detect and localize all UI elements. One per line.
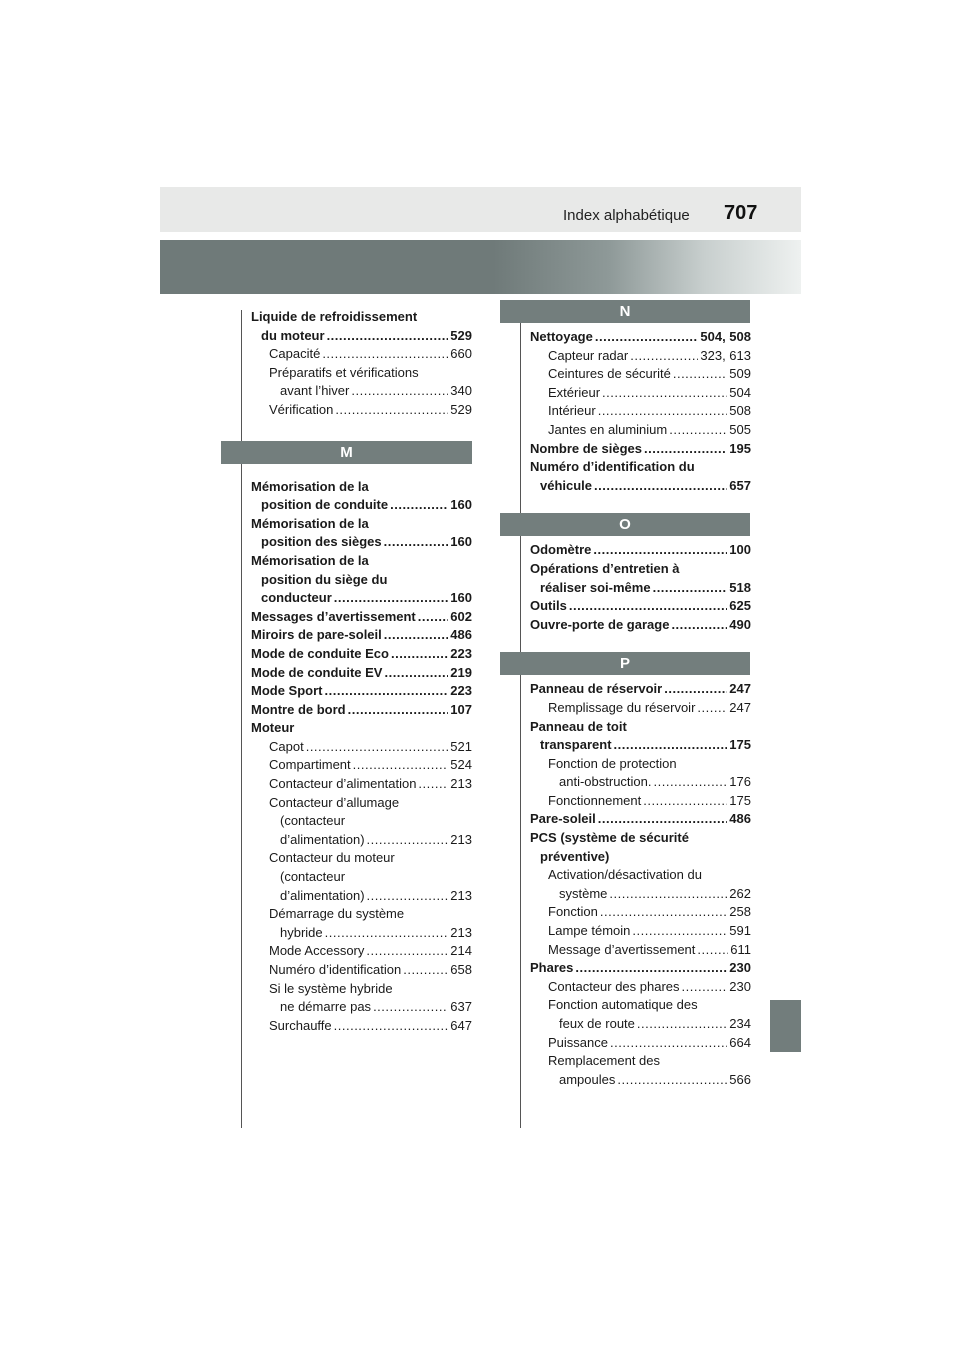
- dot-leader: [609, 885, 727, 904]
- dot-leader: [391, 645, 448, 664]
- index-entry: [530, 736, 751, 755]
- index-entry-text: Jantes en aluminium: [548, 421, 668, 437]
- index-entry-text: Contacteur du moteur: [269, 850, 395, 866]
- index-entry: [251, 756, 472, 775]
- index-entry-page: 213: [450, 776, 472, 792]
- index-entry-page: 529: [450, 327, 472, 343]
- header-band: [160, 187, 801, 232]
- index-entry-page: 490: [729, 616, 751, 632]
- index-entry-page: 647: [450, 1017, 472, 1033]
- index-entry: [251, 515, 472, 534]
- index-entry-text: Mémorisation de la: [251, 552, 369, 568]
- index-entry-text: Ceintures de sécurité: [548, 366, 671, 382]
- index-entry-text: Moteur: [251, 720, 295, 736]
- index-entry-page: 160: [450, 590, 472, 606]
- index-entry-text: Activation/désactivation du: [548, 867, 702, 883]
- index-entry-text: Compartiment: [269, 757, 351, 773]
- index-entry: [251, 327, 472, 346]
- dot-leader: [632, 922, 727, 941]
- dot-leader: [348, 701, 449, 720]
- index-entry: [530, 402, 751, 421]
- running-title: Index alphabétique: [563, 207, 690, 224]
- index-entry-text: système: [559, 885, 608, 901]
- index-entry-text: Puissance: [548, 1034, 608, 1050]
- dot-leader: [637, 1015, 727, 1034]
- index-entry-text: Nombre de sièges: [530, 440, 642, 456]
- index-entry-page: 591: [729, 923, 751, 939]
- dot-leader: [390, 496, 448, 515]
- index-entry-page: 637: [450, 999, 472, 1015]
- dot-leader: [614, 736, 728, 755]
- index-entry: [251, 589, 472, 608]
- index-entry: [530, 773, 751, 792]
- entry-list: [530, 680, 751, 1089]
- index-entry-page: 262: [729, 885, 751, 901]
- index-entry: [251, 849, 472, 868]
- index-entry-text: feux de route: [559, 1016, 635, 1031]
- dot-leader: [598, 402, 728, 421]
- index-entry: [251, 345, 472, 364]
- index-entry: [530, 922, 751, 941]
- dot-leader: [384, 664, 448, 683]
- index-entry: [530, 941, 751, 960]
- dot-leader: [367, 887, 449, 906]
- index-entry-text: Vérification: [269, 401, 334, 417]
- index-entry: [530, 903, 751, 922]
- index-entry-page: 486: [450, 627, 472, 643]
- dot-leader: [327, 327, 449, 346]
- index-entry-page: 247: [729, 681, 751, 697]
- index-entry-page: 340: [450, 383, 472, 399]
- index-entry-text: Surchauffe: [269, 1017, 332, 1033]
- index-entry-page: 230: [729, 960, 751, 976]
- index-entry-text: Fonctionnement: [548, 792, 642, 808]
- index-entry-text: ampoules: [559, 1071, 616, 1087]
- index-entry: [530, 755, 751, 774]
- index-entry-page: 625: [729, 598, 751, 614]
- index-entry-text: conducteur: [261, 590, 332, 606]
- dot-leader: [335, 401, 448, 420]
- index-entry: [251, 626, 472, 645]
- index-entry: [251, 682, 472, 701]
- index-entry-page: 160: [450, 497, 472, 513]
- index-entry-text: Fonction automatique des: [548, 997, 698, 1013]
- index-entry: [251, 496, 472, 515]
- index-entry: [530, 365, 751, 384]
- index-entry-text: Mémorisation de la: [251, 515, 369, 531]
- index-entry-page: 175: [729, 737, 751, 753]
- index-entry-text: Panneau de réservoir: [530, 681, 663, 697]
- index-entry-text: position de conduite: [261, 497, 389, 513]
- dot-leader: [306, 738, 449, 757]
- index-entry: [530, 541, 751, 560]
- index-entry-text: Message d’avertissement: [548, 941, 696, 957]
- dot-leader: [595, 328, 699, 347]
- index-entry: [530, 810, 751, 829]
- index-entry: [530, 866, 751, 885]
- dot-leader: [334, 1017, 449, 1036]
- index-entry: [530, 328, 751, 347]
- index-entry-text: Contacteur des phares: [548, 978, 680, 994]
- index-entry: [530, 1071, 751, 1090]
- index-entry-text: d’alimentation): [280, 831, 365, 847]
- section-header-O: O: [500, 513, 750, 536]
- index-entry-text: (contacteur: [280, 813, 346, 829]
- index-entry-page: 213: [450, 887, 472, 903]
- index-entry: [530, 440, 751, 459]
- index-entry: [251, 868, 472, 887]
- index-entry-text: hybride: [280, 924, 323, 940]
- dot-leader: [682, 978, 728, 997]
- dot-leader: [367, 831, 449, 850]
- index-entry: [530, 978, 751, 997]
- dot-leader: [373, 998, 448, 1017]
- index-entry-text: Opérations d’entretien à: [530, 560, 680, 576]
- index-entry: [251, 533, 472, 552]
- index-entry-page: 566: [729, 1071, 751, 1087]
- section-header-N: N: [500, 300, 750, 323]
- index-entry-text: transparent: [540, 737, 612, 753]
- entry-list: [251, 478, 472, 1036]
- entry-list: [530, 328, 751, 495]
- dot-leader: [644, 440, 727, 459]
- dot-leader: [366, 942, 448, 961]
- index-entry: [530, 829, 751, 848]
- index-entry-page: 524: [450, 757, 472, 773]
- index-entry-page: 521: [450, 738, 472, 754]
- index-entry-page: 160: [450, 534, 472, 550]
- index-entry-text: Miroirs de pare-soleil: [251, 627, 382, 643]
- index-entry: [251, 924, 472, 943]
- index-entry: [530, 1015, 751, 1034]
- dot-leader: [418, 608, 449, 627]
- index-entry-page: 213: [450, 924, 472, 940]
- index-entry-text: Mode Sport: [251, 683, 323, 699]
- index-entry-text: avant l’hiver: [280, 383, 350, 399]
- index-entry-page: 213: [450, 831, 472, 847]
- dot-leader: [384, 533, 449, 552]
- dot-leader: [351, 382, 448, 401]
- index-entry-page: 529: [450, 401, 472, 417]
- index-entry-page: 486: [729, 811, 751, 827]
- dot-leader: [617, 1071, 727, 1090]
- index-entry-text: Mode Accessory: [269, 943, 365, 959]
- index-entry-page: 247: [729, 699, 751, 715]
- dot-leader: [325, 924, 449, 943]
- index-entry-page: 658: [450, 962, 472, 977]
- index-entry: [251, 998, 472, 1017]
- index-entry-page: 657: [729, 477, 751, 493]
- index-entry-page: 509: [729, 366, 751, 382]
- index-entry: [251, 701, 472, 720]
- index-entry: [530, 421, 751, 440]
- section-header-M: M: [221, 441, 472, 464]
- index-entry: [530, 1034, 751, 1053]
- dot-leader: [654, 773, 728, 792]
- index-entry-page: 323, 613: [700, 347, 751, 363]
- index-entry-text: Remplacement des: [548, 1053, 660, 1069]
- index-entry-text: Numéro d’identification du: [530, 459, 695, 475]
- index-entry-page: 505: [729, 421, 751, 437]
- index-entry-page: 664: [729, 1034, 751, 1050]
- index-entry-text: Fonction: [548, 904, 598, 920]
- dot-leader: [671, 616, 727, 635]
- index-entry: [530, 885, 751, 904]
- index-entry-text: Panneau de toit: [530, 718, 627, 734]
- dot-leader: [653, 579, 728, 598]
- index-entry: [530, 597, 751, 616]
- index-entry: [251, 478, 472, 497]
- index-entry-text: Capot: [269, 738, 304, 754]
- dot-leader: [334, 589, 449, 608]
- index-entry: [251, 552, 472, 571]
- index-entry-text: Démarrage du système: [269, 906, 405, 922]
- index-entry-text: Montre de bord: [251, 701, 346, 717]
- index-entry: [251, 401, 472, 420]
- index-entry-text: (contacteur: [280, 869, 346, 885]
- index-entry: [530, 477, 751, 496]
- index-entry: [530, 699, 751, 718]
- index-entry: [251, 831, 472, 850]
- index-entry: [530, 792, 751, 811]
- index-entry-page: 660: [450, 346, 472, 362]
- index-entry-text: Capacité: [269, 346, 321, 362]
- index-entry-text: position des sièges: [261, 534, 382, 550]
- index-entry-text: Extérieur: [548, 384, 601, 400]
- index-entry-text: Liquide de refroidissement: [251, 309, 418, 324]
- index-entry-text: Contacteur d’allumage: [269, 794, 400, 810]
- index-entry-text: anti-obstruction.: [559, 774, 652, 790]
- index-entry-text: Phares: [530, 960, 574, 976]
- index-entry-page: 602: [450, 608, 472, 624]
- index-entry-page: 195: [729, 440, 751, 456]
- index-entry-page: 100: [729, 542, 751, 558]
- index-entry-text: Messages d’avertissement: [251, 608, 416, 624]
- dot-leader: [669, 421, 727, 440]
- index-entry-page: 230: [729, 978, 751, 994]
- index-entry-text: Si le système hybride: [269, 980, 393, 996]
- column-divider-middle: [520, 310, 521, 1128]
- index-entry-page: 223: [450, 683, 472, 699]
- index-entry-text: Nettoyage: [530, 329, 593, 344]
- index-entry-text: ne démarre pas: [280, 999, 372, 1015]
- index-entry: [251, 382, 472, 401]
- index-entry: [530, 458, 751, 477]
- dot-leader: [322, 345, 448, 364]
- index-entry-page: 508: [729, 403, 751, 419]
- index-entry-page: 504, 508: [700, 329, 751, 344]
- index-entry-text: Remplissage du réservoir: [548, 699, 696, 715]
- index-entry-text: Mode de conduite Eco: [251, 645, 389, 661]
- dot-leader: [697, 941, 728, 960]
- index-entry: [251, 571, 472, 590]
- dot-leader: [602, 384, 727, 403]
- index-entry-text: Ouvre-porte de garage: [530, 616, 670, 632]
- gradient-banner: [160, 240, 801, 294]
- index-entry: [251, 645, 472, 664]
- index-entry: [251, 364, 472, 383]
- index-entry-text: position du siège du: [261, 571, 388, 587]
- index-entry: [530, 680, 751, 699]
- page-number: 707: [724, 202, 758, 224]
- index-entry-text: du moteur: [261, 327, 325, 343]
- thumb-index-tab: [770, 1000, 801, 1052]
- dot-leader: [384, 626, 449, 645]
- index-entry-page: 107: [450, 701, 472, 717]
- dot-leader: [575, 959, 727, 978]
- index-entry-page: 234: [729, 1016, 751, 1031]
- index-entry: [251, 738, 472, 757]
- index-entry: [251, 942, 472, 961]
- index-entry: [530, 996, 751, 1015]
- dot-leader: [610, 1034, 727, 1053]
- index-entry: [251, 794, 472, 813]
- index-entry-text: Odomètre: [530, 542, 592, 558]
- index-entry: [530, 560, 751, 579]
- index-column-2: [530, 300, 751, 1089]
- index-entry-text: préventive): [540, 848, 610, 864]
- index-entry-page: 214: [450, 943, 472, 959]
- index-entry: [251, 905, 472, 924]
- index-entry-page: 219: [450, 664, 472, 680]
- index-entry: [251, 308, 472, 327]
- index-entry: [251, 775, 472, 794]
- dot-leader: [418, 775, 448, 794]
- dot-leader: [353, 756, 449, 775]
- index-entry-page: 175: [729, 792, 751, 808]
- dot-leader: [630, 347, 698, 366]
- index-entry-text: réaliser soi-même: [540, 579, 651, 595]
- column-divider-left: [241, 310, 242, 1128]
- dot-leader: [325, 682, 449, 701]
- index-entry: [530, 579, 751, 598]
- index-entry-page: 518: [729, 579, 751, 595]
- index-entry-page: 176: [729, 774, 751, 790]
- index-entry: [530, 616, 751, 635]
- index-entry: [251, 887, 472, 906]
- index-entry-text: véhicule: [540, 477, 593, 493]
- index-entry: [530, 384, 751, 403]
- index-entry-text: Intérieur: [548, 403, 596, 419]
- index-entry: [251, 980, 472, 999]
- index-entry-page: 611: [730, 941, 751, 957]
- index-entry-text: Pare-soleil: [530, 811, 596, 827]
- index-entry: [251, 961, 472, 980]
- index-entry-text: Préparatifs et vérifications: [269, 364, 419, 380]
- index-entry-text: Contacteur d’alimentation: [269, 776, 417, 792]
- index-entry-text: PCS (système de sécurité: [530, 830, 689, 846]
- dot-leader: [569, 597, 727, 616]
- index-entry-page: 504: [729, 384, 751, 400]
- index-entry-page: 258: [729, 904, 751, 920]
- index-entry: [251, 719, 472, 738]
- index-entry-text: Numéro d’identification: [269, 962, 402, 977]
- dot-leader: [600, 903, 727, 922]
- index-column-1: [251, 308, 472, 1035]
- dot-leader: [664, 680, 727, 699]
- index-entry: [251, 608, 472, 627]
- index-entry: [530, 1052, 751, 1071]
- index-entry: [530, 347, 751, 366]
- index-entry: [530, 848, 751, 867]
- section-header-P: P: [500, 652, 750, 675]
- index-entry: [530, 718, 751, 737]
- entry-list: [251, 308, 472, 420]
- index-entry: [251, 664, 472, 683]
- dot-leader: [697, 699, 727, 718]
- dot-leader: [594, 477, 727, 496]
- index-entry-text: Outils: [530, 598, 567, 614]
- dot-leader: [403, 961, 448, 980]
- index-entry: [530, 959, 751, 978]
- entry-list: [530, 541, 751, 634]
- index-entry-text: Capteur radar: [548, 347, 629, 363]
- dot-leader: [673, 365, 727, 384]
- index-entry: [251, 1017, 472, 1036]
- dot-leader: [593, 541, 727, 560]
- index-entry-text: Mode de conduite EV: [251, 664, 383, 680]
- dot-leader: [598, 810, 728, 829]
- index-entry-text: Fonction de protection: [548, 755, 677, 771]
- dot-leader: [643, 792, 727, 811]
- index-entry-page: 223: [450, 645, 472, 661]
- index-entry: [251, 812, 472, 831]
- index-entry-text: d’alimentation): [280, 887, 365, 903]
- index-entry-text: Mémorisation de la: [251, 478, 369, 494]
- index-entry-text: Lampe témoin: [548, 923, 631, 939]
